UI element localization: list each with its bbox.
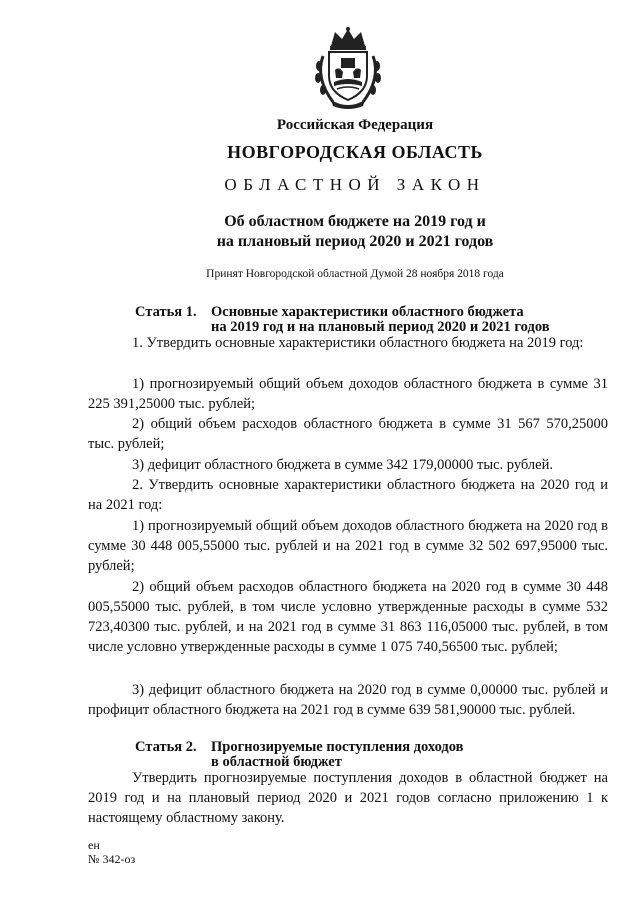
law-title-line-1: Об областном бюджете на 2019 год и xyxy=(224,213,486,230)
novgorod-coat-of-arms-icon xyxy=(309,26,387,110)
article-1-item-2-1: 1) прогнозируемый общий объем доходов областного бюджета на 2020 год в сумме 30 448 005,55000 тыс. рублей и на 2021 год в сумме 32 502 697,95000 тыс. рублей; xyxy=(88,518,608,574)
article-1-item-1-2: 2) общий объем расходов областного бюджета в сумме 31 567 570,25000 тыс. рублей; xyxy=(88,416,608,452)
article-1-heading xyxy=(135,305,550,335)
article-1-paragraph-2: 2. Утвердить основные характеристики областного бюджета на 2020 год и на 2021 год: xyxy=(88,477,608,513)
article-1-title-line-2: на 2019 год и на плановый период 2020 и 2021 годов xyxy=(211,319,550,335)
article-1-title-line-1: Основные характеристики областного бюджета xyxy=(211,304,524,320)
article-2-heading xyxy=(135,740,463,770)
article-2-title-line-1: Прогнозируемые поступления доходов xyxy=(211,739,464,755)
footer-initials: ен xyxy=(88,838,100,852)
region-name: НОВГОРОДСКАЯ ОБЛАСТЬ xyxy=(227,142,483,162)
law-type: ОБЛАСТНОЙ ЗАКОН xyxy=(224,175,486,194)
article-2-paragraph-1: Утвердить прогнозируемые поступления доходов в областной бюджет на 2019 год и на плановый период 2020 и 2021 годов согласно приложению 1 к настоящему областному закону. xyxy=(88,770,608,826)
federation-name: Российская Федерация xyxy=(276,117,434,133)
article-1-item-2-2: 2) общий объем расходов областного бюджета на 2020 год в сумме 30 448 005,55000 тыс. рублей, в том числе условно утвержденные расходы в сумме 532 723,40300 тыс. рублей, и на 2021 год в сумме 31 863 116,05000 тыс. рублей, в том числе условно утвержденные расходы в сумме 1 075 740,56500 тыс. рублей; xyxy=(88,579,608,655)
article-1-item-2-3: 3) дефицит областного бюджета на 2020 год в сумме 0,00000 тыс. рублей и профицит областного бюджета на 2021 год в сумме 639 581,90000 тыс. рублей. xyxy=(88,682,608,718)
article-1-item-1-3: 3) дефицит областного бюджета в сумме 342 179,00000 тыс. рублей. xyxy=(132,457,553,473)
article-1-paragraph-1: 1. Утвердить основные характеристики областного бюджета на 2019 год: xyxy=(132,335,584,351)
article-2-title-line-2: в областной бюджет xyxy=(211,754,342,770)
law-title-line-2: на плановый период 2020 и 2021 годов xyxy=(216,233,494,250)
law-number: № 342-оз xyxy=(88,852,136,866)
article-2-label: Статья 2. xyxy=(135,739,197,755)
law-title xyxy=(60,212,640,252)
article-1-item-1-1: 1) прогнозируемый общий объем доходов областного бюджета в сумме 31 225 391,25000 тыс. рублей; xyxy=(88,376,608,412)
adoption-note: Принят Новгородской областной Думой 28 ноября 2018 года xyxy=(206,268,504,280)
article-1-label: Статья 1. xyxy=(135,304,197,320)
